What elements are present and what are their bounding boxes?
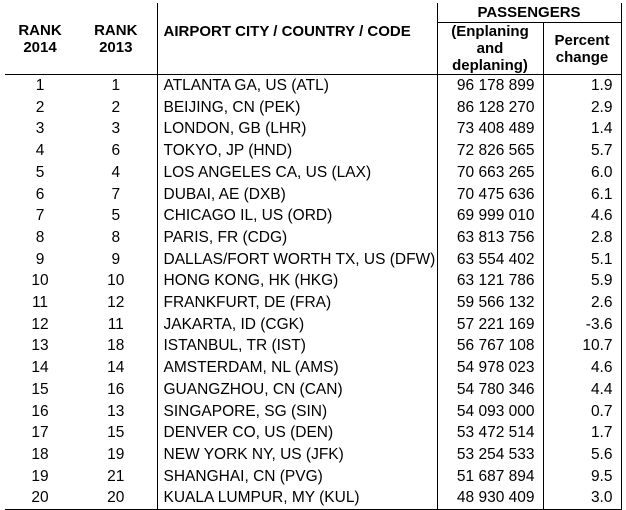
rank-2014-cell: 19 — [31, 467, 49, 485]
rank-2014-cell: 2 — [35, 98, 45, 116]
rank-2013-cell: 12 — [75, 292, 157, 314]
rank-2014-cell: 9 — [35, 250, 45, 268]
percent-change-cell: 5.6 — [543, 444, 621, 466]
table-header — [5, 3, 621, 75]
table-row — [5, 444, 621, 466]
table-row — [5, 357, 621, 379]
rank-2014-cell: 8 — [35, 228, 45, 246]
rank-2013-cell: 18 — [75, 335, 157, 357]
percent-change-cell: 4.4 — [543, 379, 621, 401]
table-row — [5, 205, 621, 227]
airport-city-cell: ISTANBUL, TR (IST) — [163, 337, 306, 355]
airport-city-cell: GUANGZHOU, CN (CAN) — [163, 380, 343, 398]
passengers-cell: 54 093 000 — [437, 401, 543, 423]
table-row — [5, 379, 621, 401]
rank-2014-header — [5, 3, 75, 75]
rank-2014-cell: 10 — [31, 272, 49, 290]
rank-2014-cell: 7 — [35, 207, 45, 225]
table-row — [5, 314, 621, 336]
rank-2013-cell: 5 — [75, 205, 157, 227]
table-row — [5, 118, 621, 140]
airport-city-cell: SINGAPORE, SG (SIN) — [163, 402, 328, 420]
percent-change-header-text: Percent change — [554, 31, 610, 66]
enplaning-header — [437, 23, 543, 75]
passengers-cell: 53 472 514 — [437, 422, 543, 444]
airport-city-cell: JAKARTA, ID (CGK) — [163, 315, 305, 333]
percent-change-cell: 5.9 — [543, 270, 621, 292]
passengers-cell: 48 930 409 — [437, 487, 543, 509]
passengers-cell: 70 475 636 — [437, 184, 543, 206]
airport-city-cell: KUALA LUMPUR, MY (KUL) — [157, 487, 437, 509]
percent-change-cell: 0.7 — [543, 401, 621, 423]
rank-2013-cell: 6 — [75, 140, 157, 162]
passengers-cell: 57 221 169 — [437, 314, 543, 336]
rank-2014-cell: 12 — [31, 315, 49, 333]
passengers-cell: 54 780 346 — [437, 379, 543, 401]
table-row — [5, 249, 621, 271]
table-row — [5, 184, 621, 206]
rank-2013-cell: 13 — [75, 401, 157, 423]
percent-change-cell: 2.9 — [543, 97, 621, 119]
passengers-cell: 63 554 402 — [437, 249, 543, 271]
rank-2013-cell: 15 — [75, 422, 157, 444]
airport-city-cell: DALLAS/FORT WORTH TX, US (DFW) — [163, 250, 436, 268]
airport-city-cell: LONDON, GB (LHR) — [163, 120, 307, 138]
airport-city-cell: PARIS, FR (CDG) — [163, 228, 288, 246]
rank-2013-cell: 16 — [75, 379, 157, 401]
table-row — [5, 140, 621, 162]
rank-2013-cell: 2 — [75, 97, 157, 119]
percent-change-cell: 6.1 — [543, 184, 621, 206]
airport-city-cell: SHANGHAI, CN (PVG) — [163, 467, 323, 485]
table-row — [5, 401, 621, 423]
percent-change-cell: 4.6 — [543, 357, 621, 379]
table-row — [5, 270, 621, 292]
header-row-top — [5, 3, 621, 23]
rank-2014-cell: 5 — [35, 163, 45, 181]
airport-city-cell: TOKYO, JP (HND) — [163, 142, 293, 160]
rank-2014-header-text: RANK 2014 — [18, 21, 62, 56]
rank-2013-cell: 21 — [75, 466, 157, 488]
table-row — [5, 97, 621, 119]
percent-change-cell: 1.4 — [543, 118, 621, 140]
rank-2013-cell: 4 — [75, 162, 157, 184]
passengers-cell: 56 767 108 — [437, 335, 543, 357]
passengers-cell: 96 178 899 — [437, 75, 543, 97]
table-row — [5, 466, 621, 488]
rank-2014-cell: 16 — [31, 402, 49, 420]
rank-2013-header-text: RANK 2013 — [94, 21, 138, 56]
table-row — [5, 292, 621, 314]
airport-city-cell: DENVER CO, US (DEN) — [163, 424, 334, 442]
passengers-cell: 69 999 010 — [437, 205, 543, 227]
airport-city-cell: DUBAI, AE (DXB) — [163, 185, 286, 203]
airport-city-cell: AMSTERDAM, NL (AMS) — [163, 359, 339, 377]
table-row — [5, 487, 621, 509]
passengers-cell: 73 408 489 — [437, 118, 543, 140]
rank-2014-cell: 17 — [31, 424, 49, 442]
passengers-cell: 72 826 565 — [437, 140, 543, 162]
rank-2014-cell: 1 — [35, 77, 45, 94]
passengers-cell: 54 978 023 — [437, 357, 543, 379]
rank-2013-cell: 7 — [75, 184, 157, 206]
table-row — [5, 75, 621, 97]
passengers-cell: 51 687 894 — [437, 466, 543, 488]
table-row — [5, 162, 621, 184]
rank-2014-cell: 11 — [31, 294, 49, 312]
rank-2014-cell: 18 — [31, 445, 49, 463]
rank-2013-cell: 20 — [75, 487, 157, 509]
table-row — [5, 227, 621, 249]
percent-change-header — [543, 23, 621, 75]
percent-change-cell: 6.0 — [543, 162, 621, 184]
percent-change-cell: 4.6 — [543, 205, 621, 227]
passengers-cell: 63 813 756 — [437, 227, 543, 249]
percent-change-cell: 2.6 — [543, 292, 621, 314]
airport-city-cell: FRANKFURT, DE (FRA) — [163, 294, 332, 312]
enplaning-header-text: (Enplaning and deplaning) — [451, 23, 529, 74]
rank-2013-cell: 3 — [75, 118, 157, 140]
percent-change-cell: 3.0 — [543, 487, 621, 509]
rank-2013-header — [75, 3, 157, 75]
table-row — [5, 422, 621, 444]
airport-city-cell: BEIJING, CN (PEK) — [163, 98, 301, 116]
airport-ranking-table — [5, 3, 622, 510]
passengers-cell: 59 566 132 — [437, 292, 543, 314]
percent-change-cell: 9.5 — [543, 466, 621, 488]
rank-2014-cell: 6 — [35, 185, 45, 203]
passengers-header: PASSENGERS — [437, 3, 621, 23]
rank-2013-cell: 9 — [75, 249, 157, 271]
percent-change-cell: 1.9 — [543, 75, 621, 97]
percent-change-cell: 10.7 — [543, 335, 621, 357]
percent-change-cell: 2.8 — [543, 227, 621, 249]
rank-2014-cell: 3 — [35, 120, 45, 138]
rank-2013-cell: 1 — [75, 75, 157, 97]
passengers-cell: 53 254 533 — [437, 444, 543, 466]
airport-city-cell: HONG KONG, HK (HKG) — [163, 272, 339, 290]
rank-2014-cell: 4 — [35, 142, 45, 160]
rank-2014-cell: 15 — [31, 380, 49, 398]
table-row — [5, 335, 621, 357]
rank-2013-cell: 19 — [75, 444, 157, 466]
airport-city-cell: ATLANTA GA, US (ATL) — [163, 77, 329, 94]
city-header: AIRPORT CITY / COUNTRY / CODE — [157, 3, 437, 75]
percent-change-cell: -3.6 — [543, 314, 621, 336]
percent-change-cell: 1.7 — [543, 422, 621, 444]
airport-city-cell: NEW YORK NY, US (JFK) — [163, 445, 344, 463]
table-body — [5, 75, 621, 510]
percent-change-cell: 5.7 — [543, 140, 621, 162]
rank-2013-cell: 8 — [75, 227, 157, 249]
rank-2014-cell: 13 — [31, 337, 49, 355]
rank-2013-cell: 10 — [75, 270, 157, 292]
rank-2013-cell: 14 — [75, 357, 157, 379]
passengers-cell: 63 121 786 — [437, 270, 543, 292]
rank-2014-cell: 20 — [5, 487, 75, 509]
passengers-cell: 70 663 265 — [437, 162, 543, 184]
rank-2013-cell: 11 — [75, 314, 157, 336]
passengers-cell: 86 128 270 — [437, 97, 543, 119]
rank-2014-cell: 14 — [31, 359, 49, 377]
percent-change-cell: 5.1 — [543, 249, 621, 271]
airport-city-cell: CHICAGO IL, US (ORD) — [163, 207, 333, 225]
airport-city-cell: LOS ANGELES CA, US (LAX) — [163, 163, 372, 181]
